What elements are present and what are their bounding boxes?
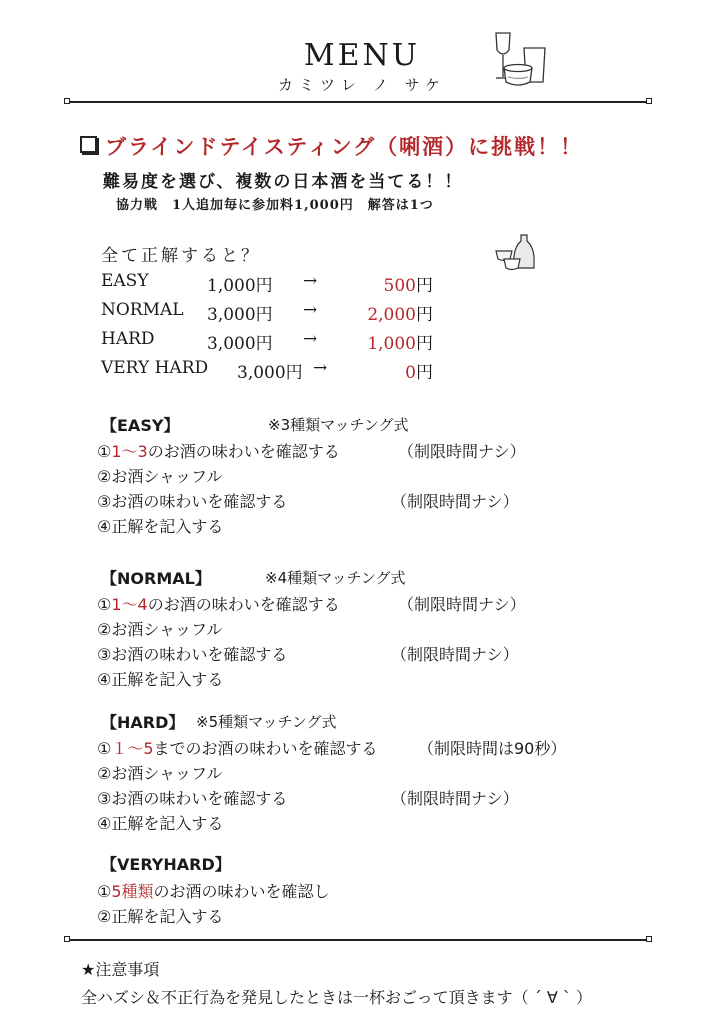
section-note: ※4種類マッチング式 [265,569,406,587]
section-heading-veryhard: 【VERYHARD】 [101,855,231,874]
section-heading-easy: 【EASY】 [101,416,180,435]
prize-discount: 0円 [405,363,433,383]
prize-discount: 1,000円 [367,334,433,354]
prize-discount: 500円 [383,276,433,296]
prize-price: 3,000円 [207,305,273,325]
prize-price: 1,000円 [207,276,273,296]
prize-price: 3,000円 [207,334,273,354]
section-note: ※3種類マッチング式 [268,416,409,434]
notice-title: ★注意事項 [81,960,160,979]
step-time-limit: （制限時間ナシ） [391,492,519,511]
step-item: ④正解を記入する [97,670,224,689]
sake-bottle-cups-icon [494,233,538,271]
prize-discount: 2,000円 [367,305,433,325]
page-title: MENU [303,38,421,73]
arrow-icon: → [303,300,318,320]
prize-level: NORMAL [101,300,184,320]
step-item: ②お酒シャッフル [97,620,223,639]
arrow-icon: → [303,329,318,349]
challenge-rules: 協力戦 1人追加毎に参加料1,000円 解答は1つ [116,198,434,213]
prize-title: 全て正解すると？ [101,246,261,266]
page-subtitle: カミツレ ノ サケ [278,76,446,94]
step-item: ①1～3のお酒の味わいを確認する [97,442,340,461]
section-heading-normal: 【NORMAL】 [101,569,211,588]
step-time-limit: （制限時間ナシ） [398,442,526,461]
prize-level: VERY HARD [101,358,209,378]
step-item: ①5種類のお酒の味わいを確認し [97,882,330,901]
notice-body: 全ハズシ＆不正行為を発見したときは一杯おごって頂きます（ ´ ∀ ` ） [81,988,592,1007]
step-item: ③お酒の味わいを確認する [97,789,288,808]
checkbox-icon [80,136,97,153]
header-divider [66,101,650,103]
step-item: ②正解を記入する [97,907,224,926]
step-item: ①１～5までのお酒の味わいを確認する [97,739,378,758]
step-item: ①1～4のお酒の味わいを確認する [97,595,340,614]
step-time-limit: （制限時間ナシ） [398,595,526,614]
step-time-limit: （制限時間ナシ） [391,645,519,664]
step-item: ②お酒シャッフル [97,467,223,486]
step-item: ③お酒の味わいを確認する [97,645,288,664]
glassware-icon [488,30,552,88]
challenge-headline: ブラインドテイスティング（唎酒）に挑戦！！ [80,131,583,161]
prize-level: EASY [101,271,149,291]
step-time-limit: （制限時間は90秒） [418,739,567,758]
step-item: ③お酒の味わいを確認する [97,492,288,511]
step-item: ④正解を記入する [97,814,224,833]
arrow-icon: → [313,358,328,378]
arrow-icon: → [303,271,318,291]
step-time-limit: （制限時間ナシ） [391,789,519,808]
section-heading-hard: 【HARD】 [101,713,185,732]
prize-price: 3,000円 [237,363,303,383]
section-note: ※5種類マッチング式 [196,713,337,731]
footer-divider [66,939,650,941]
step-item: ②お酒シャッフル [97,764,223,783]
challenge-description: 難易度を選び、複数の日本酒を当てる！！ [103,172,464,192]
step-item: ④正解を記入する [97,517,224,536]
prize-level: HARD [101,329,155,349]
